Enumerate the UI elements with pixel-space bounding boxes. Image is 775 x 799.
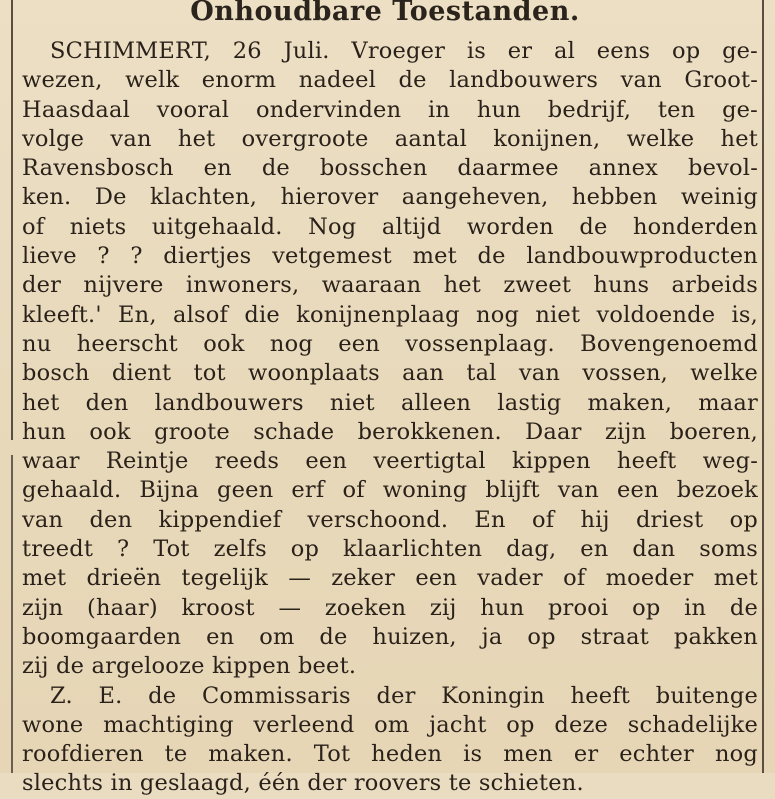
article-line: waar Reintje reeds een veertigtal kippen heeft weg- xyxy=(22,448,758,475)
article-line: wone machtiging verleend om jacht op deze schadelijke xyxy=(22,711,758,738)
column-rule-left xyxy=(11,0,13,440)
article-line: ken. De klachten, hierover aangeheven, hebben weinig xyxy=(22,184,758,211)
article-line: met drieën tegelijk — zeker een vader of moeder met xyxy=(22,565,758,592)
article-line: slechts in geslaagd, één der roovers te schieten. xyxy=(22,770,584,797)
article-line: gehaald. Bijna geen erf of woning blijft van een bezoek xyxy=(22,477,758,504)
article-line: kleeft.' En, alsof die konijnenplaag nog niet voldoende is, xyxy=(22,301,758,328)
article-line: nu heerscht ook nog een vossenplaag. Bovengenoemd xyxy=(22,330,758,357)
article-line: of niets uitgehaald. Nog altijd worden de honderden xyxy=(22,213,758,240)
article-line: roofdieren te maken. Tot heden is men er echter nog xyxy=(22,741,758,768)
article-line: zijn (haar) kroost — zoeken zij hun prooi op in de xyxy=(22,594,758,621)
article-line: boomgaarden en om de huizen, ja op straat pakken xyxy=(22,623,758,650)
article-line: van den kippendief verschoond. En of hij driest op xyxy=(22,506,758,533)
article-line: bosch dient tot woonplaats aan tal van vossen, welke xyxy=(22,360,758,387)
article-line: Z. E. de Commissaris der Koningin heeft buitenge xyxy=(50,682,758,709)
article-line: zij de argelooze kippen beet. xyxy=(22,653,357,680)
article-body xyxy=(22,37,758,799)
article-line: volge van het overgroote aantal konijnen, welke het xyxy=(22,125,758,152)
article-line: treedt ? Tot zelfs op klaarlichten dag, en dan soms xyxy=(22,536,758,563)
article-headline: Onhoudbare Toestanden. xyxy=(190,0,580,27)
article-line: der nijvere inwoners, waaraan het zweet huns arbeids xyxy=(22,272,758,299)
article-line: Haasdaal vooral ondervinden in hun bedrijf, ten ge- xyxy=(22,96,758,123)
article-line: hun ook groote schade berokkenen. Daar zijn boeren, xyxy=(22,418,758,445)
article-line: wezen, welk enorm nadeel de landbouwers van Groot- xyxy=(22,67,758,94)
article-line: het den landbouwers niet alleen lastig maken, maar xyxy=(22,389,758,416)
article-line: SCHIMMERT, 26 Juli. Vroeger is er al eens op ge- xyxy=(50,38,758,64)
column-rule-right xyxy=(762,0,764,773)
article-line: Ravensbosch en de bosschen daarmee annex bevol- xyxy=(22,155,758,182)
column-rule-left-lower xyxy=(11,455,13,773)
article-line: lieve ? ? diertjes vetgemest met de landbouwproducten xyxy=(22,243,758,270)
